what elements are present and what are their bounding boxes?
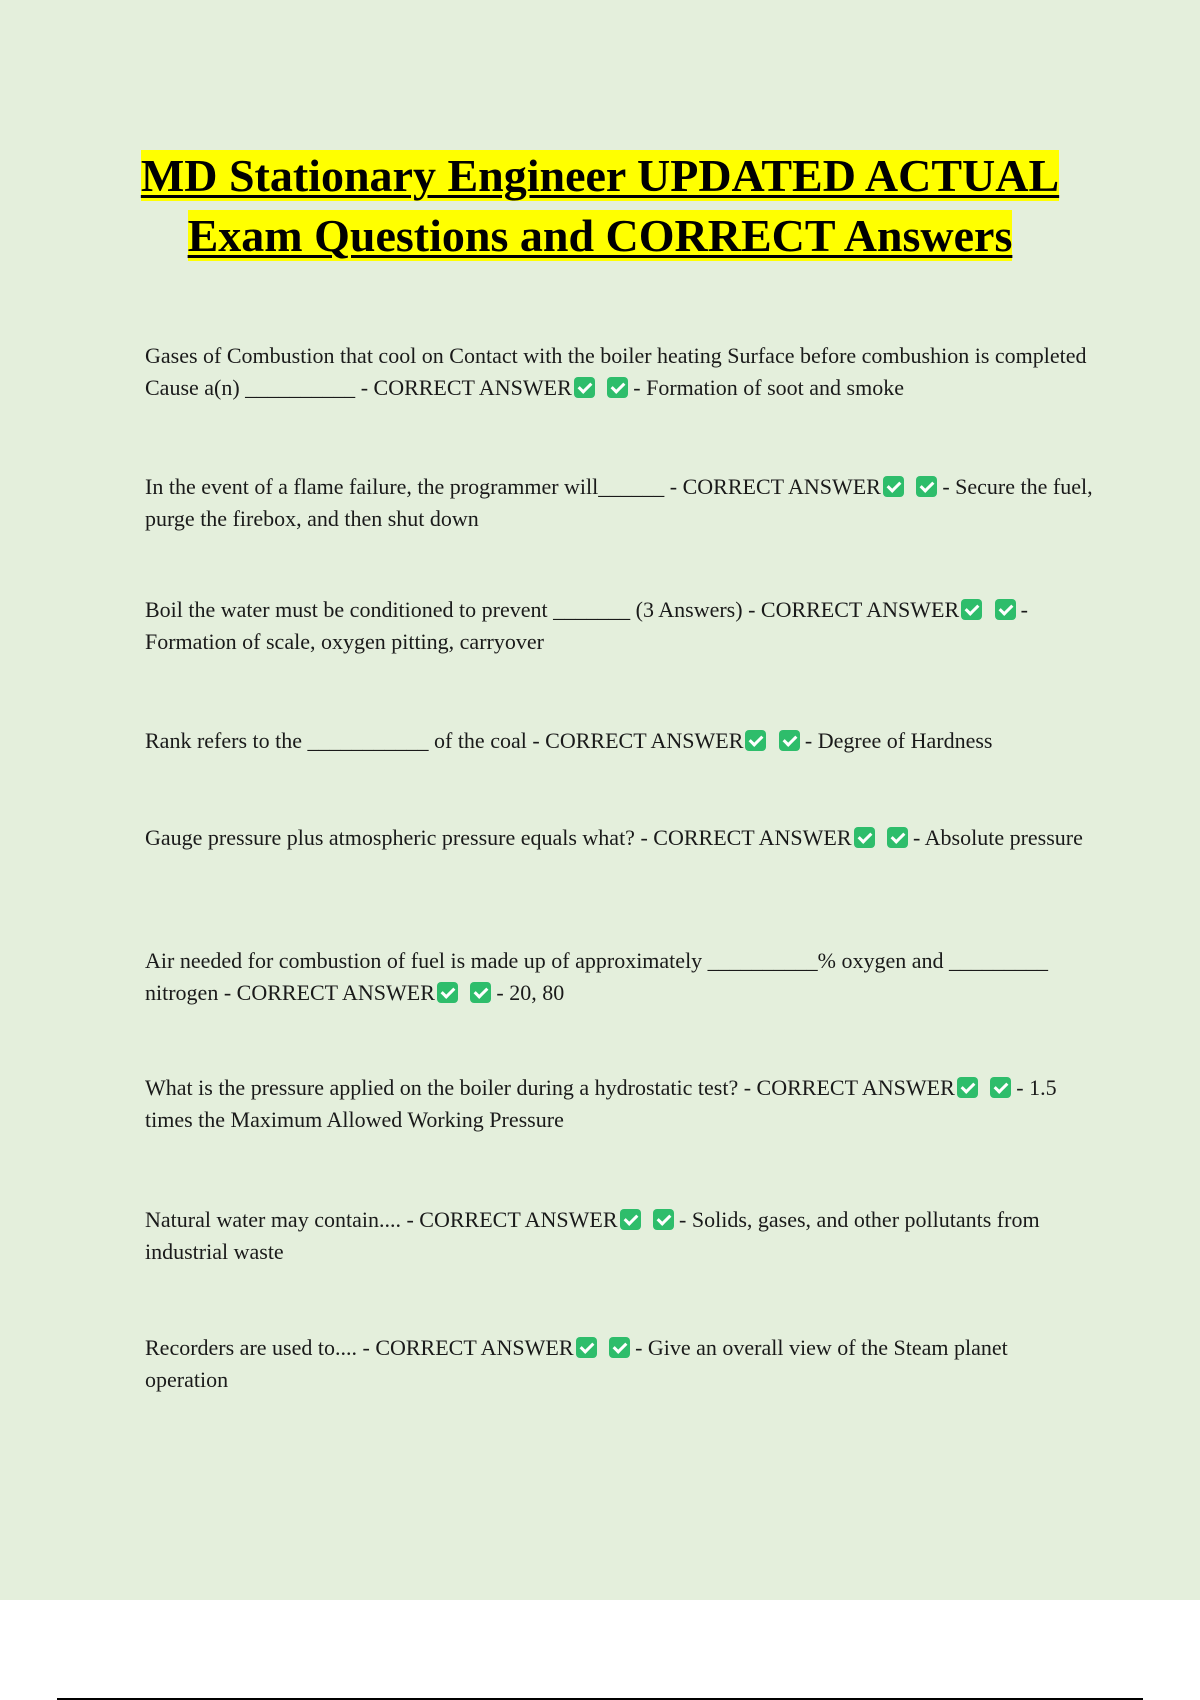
checkmark-icon xyxy=(854,827,875,848)
checkmark-icon xyxy=(916,476,937,497)
qa-item-3: Boil the water must be conditioned to prevent _______ (3 Answers) - CORRECT ANSWER - Formation of scale, oxygen pitting, carryover xyxy=(145,597,1028,654)
checkmark-icon xyxy=(961,599,982,620)
document-title-text: MD Stationary Engineer UPDATED ACTUAL Exam Questions and CORRECT Answers xyxy=(140,150,1060,261)
answer-label: CORRECT ANSWER xyxy=(653,825,852,850)
checkmark-icon xyxy=(883,476,904,497)
checkmark-icon xyxy=(607,377,628,398)
answer-text: Degree of Hardness xyxy=(817,728,993,753)
document-title xyxy=(100,146,1100,266)
question-text: Boil the water must be conditioned to prevent _______ (3 Answers) xyxy=(145,597,743,622)
checkmark-icon xyxy=(995,599,1016,620)
checkmark-icon xyxy=(957,1077,978,1098)
qa-item-8: Natural water may contain.... - CORRECT ANSWER - Solids, gases, and other pollutants from industrial waste xyxy=(145,1207,1040,1264)
question-text: Recorders are used to.... xyxy=(145,1335,357,1360)
question-text: Air needed for combustion of fuel is made up of approximately __________% oxygen and _________ nitrogen xyxy=(145,948,1049,1005)
checkmark-icon xyxy=(779,730,800,751)
question-text: Gases of Combustion that cool on Contact with the boiler heating Surface before combushion is completed Cause a(n) __________ xyxy=(145,343,1087,400)
question-text: In the event of a flame failure, the programmer will______ xyxy=(145,474,665,499)
qa-item-1: Gases of Combustion that cool on Contact with the boiler heating Surface before combushion is completed Cause a(n) __________ - CORRECT ANSWER - Formation of soot and smoke xyxy=(145,343,1087,400)
answer-label: CORRECT ANSWER xyxy=(682,474,881,499)
checkmark-icon xyxy=(609,1337,630,1358)
answer-label: CORRECT ANSWER xyxy=(545,728,744,753)
answer-text: Give an overall view of the Steam planet operation xyxy=(145,1335,1008,1392)
checkmark-icon xyxy=(576,1337,597,1358)
qa-item-9: Recorders are used to.... - CORRECT ANSWER - Give an overall view of the Steam planet operation xyxy=(145,1335,1008,1392)
answer-label: CORRECT ANSWER xyxy=(375,1335,574,1360)
answer-text: 1.5 times the Maximum Allowed Working Pressure xyxy=(145,1075,1057,1132)
answer-label: CORRECT ANSWER xyxy=(760,597,960,622)
answer-text: Absolute pressure xyxy=(924,825,1083,850)
answer-text: 20, 80 xyxy=(509,980,565,1005)
answer-text: Solids, gases, and other pollutants from industrial waste xyxy=(145,1207,1040,1264)
checkmark-icon xyxy=(990,1077,1011,1098)
qa-item-2: In the event of a flame failure, the programmer will______ - CORRECT ANSWER - Secure the fuel, purge the firebox, and then shut down xyxy=(145,474,1093,531)
checkmark-icon xyxy=(745,730,766,751)
qa-item-4: Rank refers to the ___________ of the coal - CORRECT ANSWER - Degree of Hardness xyxy=(145,728,993,753)
answer-label: CORRECT ANSWER xyxy=(236,980,435,1005)
answer-text: Formation of scale, oxygen pitting, carryover xyxy=(145,629,544,654)
answer-text: Secure the fuel, purge the firebox, and then shut down xyxy=(145,474,1093,531)
qa-item-5: Gauge pressure plus atmospheric pressure equals what? - CORRECT ANSWER - Absolute pressure xyxy=(145,825,1083,850)
question-text: What is the pressure applied on the boiler during a hydrostatic test? xyxy=(145,1075,739,1100)
answer-text: Formation of soot and smoke xyxy=(646,375,904,400)
answer-label: CORRECT ANSWER xyxy=(419,1207,618,1232)
answer-label: CORRECT ANSWER xyxy=(373,375,572,400)
qa-item-7: What is the pressure applied on the boiler during a hydrostatic test? - CORRECT ANSWER - 1.5 times the Maximum Allowed Working Pressure xyxy=(145,1075,1057,1132)
checkmark-icon xyxy=(653,1209,674,1230)
qa-item-6: Air needed for combustion of fuel is made up of approximately __________% oxygen and _________ nitrogen - CORRECT ANSWER - 20, 80 xyxy=(145,948,1049,1005)
checkmark-icon xyxy=(887,827,908,848)
answer-label: CORRECT ANSWER xyxy=(756,1075,955,1100)
checkmark-icon xyxy=(437,982,458,1003)
question-text: Rank refers to the ___________ of the coal xyxy=(145,728,527,753)
question-text: Natural water may contain.... xyxy=(145,1207,401,1232)
checkmark-icon xyxy=(574,377,595,398)
question-text: Gauge pressure plus atmospheric pressure equals what? xyxy=(145,825,635,850)
checkmark-icon xyxy=(620,1209,641,1230)
checkmark-icon xyxy=(470,982,491,1003)
